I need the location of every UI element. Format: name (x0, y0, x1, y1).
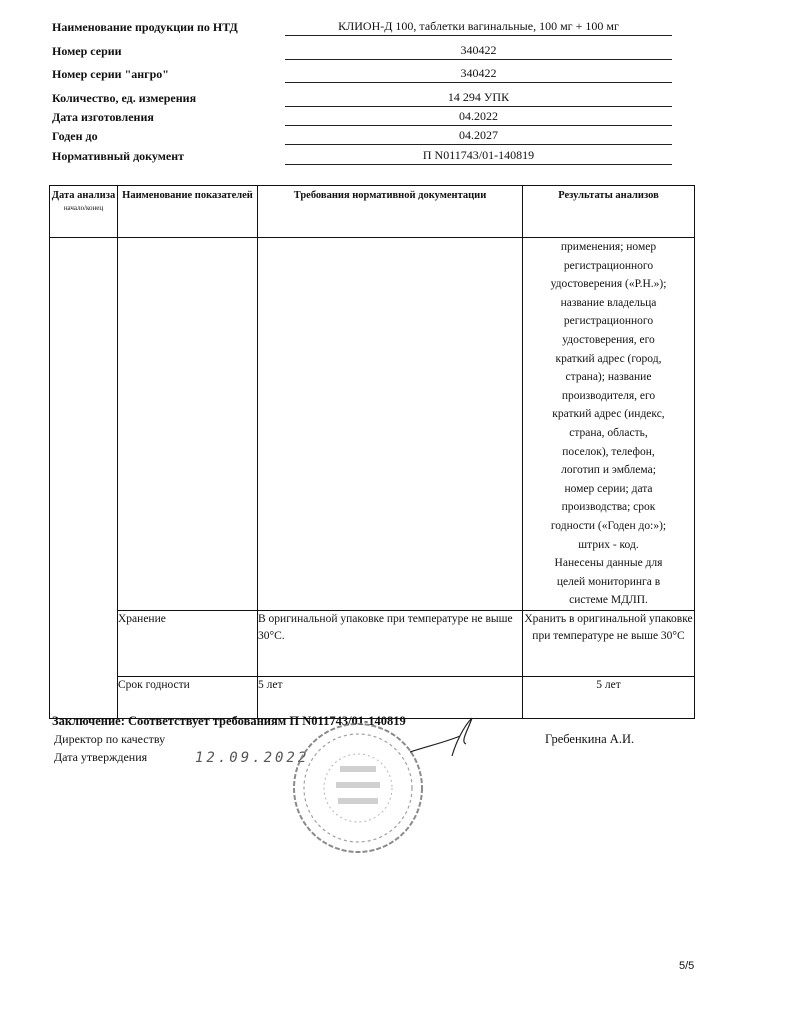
header-value: 04.2022 (285, 107, 672, 126)
result-text-line: страна, область, (569, 426, 648, 439)
table-header-row (50, 186, 695, 238)
result-text-line: штрих - код. (578, 538, 639, 551)
result-text-line: удостоверения, его (562, 333, 655, 346)
column-header-requirements: Требования нормативной документации (258, 186, 523, 238)
result-text-line: страна); название (565, 371, 652, 384)
signer-name: Гребенкина А.И. (545, 732, 635, 746)
header-label: Номер серии (52, 44, 122, 58)
header-row-expiry-date (52, 126, 672, 146)
analysis-table (49, 185, 695, 719)
result-text-line: системе МДЛП. (569, 594, 648, 607)
director-label: Директор по качеству (54, 732, 166, 746)
header-row-series-angro (52, 64, 672, 84)
indicator-cell: Срок годности (118, 676, 258, 718)
round-stamp-icon (290, 718, 426, 858)
result-text-line: удостоверения («Р.Н.»); (550, 278, 667, 291)
header-row-manufacture-date (52, 107, 672, 127)
header-value: 14 294 УПК (285, 88, 672, 107)
result-text-line: логотип и эмблема; (561, 464, 656, 477)
header-row-product (52, 17, 672, 37)
header-row-series (52, 41, 672, 61)
requirement-cell (258, 238, 523, 611)
approval-date: 12.09.2022 (195, 750, 310, 766)
result-text-line: производителя, его (561, 389, 656, 402)
results-cell: 5 лет (523, 676, 695, 718)
results-cell: Хранить в оригинальной упаковке при температуре не выше 30°С (523, 610, 695, 676)
indicator-cell: Хранение (118, 610, 258, 676)
results-cell-continued (523, 238, 695, 611)
result-text-line: регистрационного (563, 315, 654, 328)
requirement-cell: В оригинальной упаковке при температуре не выше 30°С. (258, 610, 523, 676)
column-header-date-note: начало/конец (63, 204, 104, 212)
result-text-line: поселок), телефон, (562, 445, 655, 458)
page-number: 5/5 (679, 960, 695, 972)
header-label: Дата изготовления (52, 110, 154, 124)
header-value: КЛИОН-Д 100, таблетки вагинальные, 100 мг + 100 мг (285, 17, 672, 36)
header-row-quantity (52, 88, 672, 108)
result-text-line: краткий адрес (город, (555, 352, 662, 365)
header-label: Количество, ед. измерения (52, 91, 197, 105)
table-row (50, 610, 695, 676)
result-text-line: название владельца (560, 296, 657, 309)
approval-label: Дата утверждения (54, 750, 148, 764)
column-header-date (50, 186, 118, 238)
column-header-indicator: Наименование показателей (118, 186, 258, 238)
result-text-line: производства; срок (561, 501, 656, 514)
header-label: Годен до (52, 129, 98, 143)
header-value: П N011743/01-140819 (285, 146, 672, 165)
result-text-line: регистрационного (563, 259, 654, 272)
date-cell (50, 238, 118, 719)
table-row (50, 676, 695, 718)
table-row (50, 238, 695, 611)
result-text-line: целей мониторинга в (556, 575, 661, 588)
conclusion-text: Заключение: Соответствует требованиям П N011743/01-140819 (52, 714, 406, 728)
result-text-line: номер серии; дата (564, 482, 653, 495)
header-label: Нормативный документ (52, 149, 185, 163)
result-text-line: годности («Годен до:»); (550, 519, 667, 532)
header-row-normative-document (52, 146, 672, 166)
requirement-cell: 5 лет (258, 676, 523, 718)
result-text-line: применения; номер (560, 241, 657, 253)
header-label: Номер серии "ангро" (52, 67, 169, 81)
header-value: 04.2027 (285, 126, 672, 145)
column-header-results: Результаты анализов (523, 186, 695, 238)
column-header-date-label: Дата анализа (51, 190, 116, 201)
header-value: 340422 (285, 41, 672, 60)
indicator-cell (118, 238, 258, 611)
signature-icon (408, 712, 478, 762)
header-value: 340422 (285, 64, 672, 83)
header-label: Наименование продукции по НТД (52, 20, 238, 34)
result-text-line: краткий адрес (индекс, (552, 408, 665, 421)
result-text-line: Нанесены данные для (554, 557, 663, 570)
